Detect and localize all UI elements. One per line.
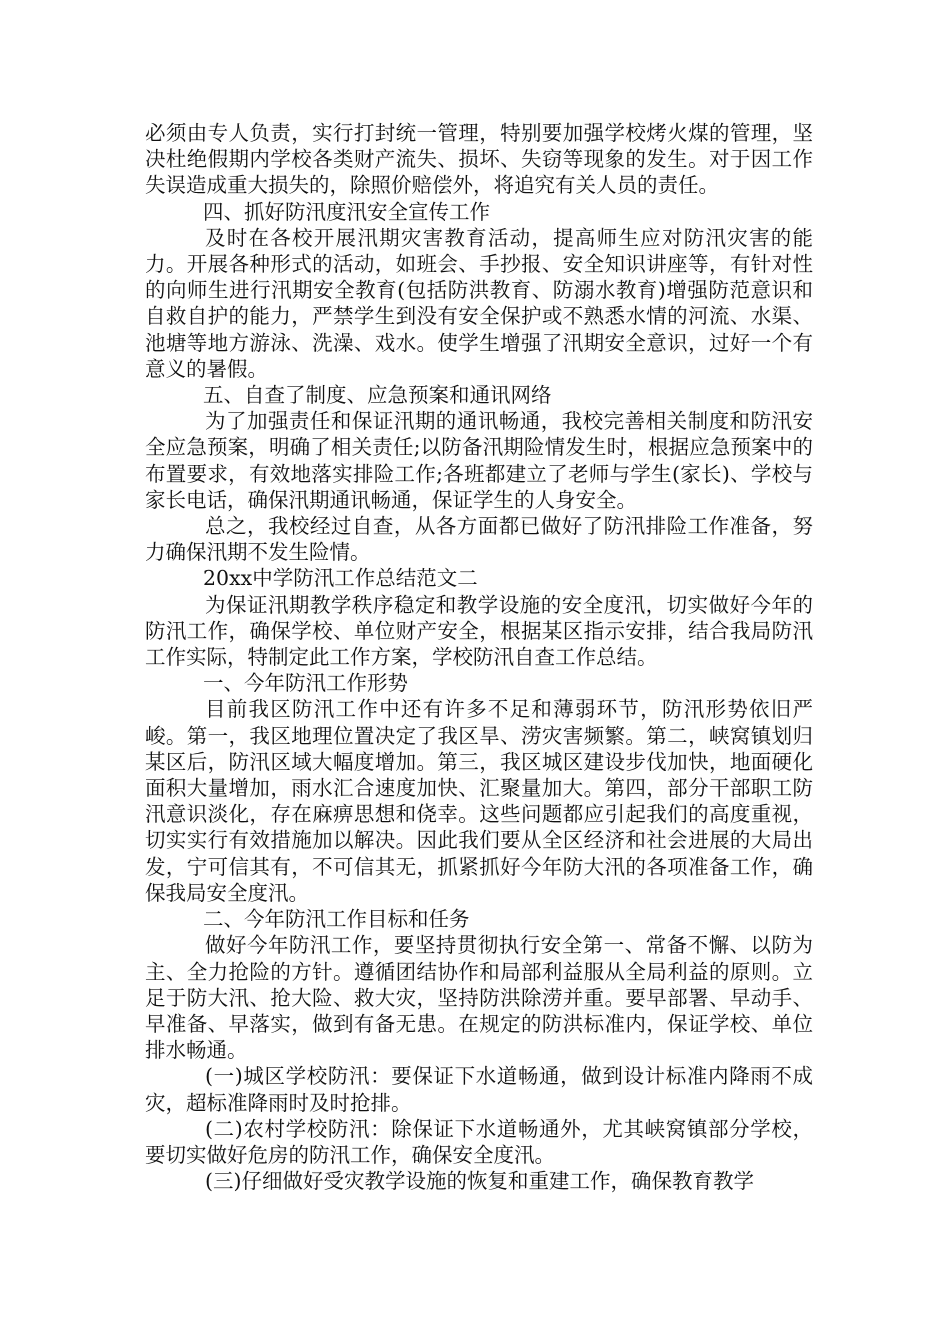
section-heading-2: 二、今年防汛工作目标和任务 <box>203 907 470 932</box>
paragraph-rural-schools: (二)农村学校防汛：除保证下水道畅通外，尤其峡窝镇部分学校，要切实做好危房的防汛工作，确保安全度汛。 <box>145 1116 813 1167</box>
paragraph-urban-schools: (一)城区学校防汛：要保证下水道畅通，做到设计标准内降雨不成灾，超标准降雨时及时抢排。 <box>145 1064 813 1115</box>
paragraph-situation: 目前我区防汛工作中还有许多不足和薄弱环节，防汛形势依旧严峻。第一，我区地理位置决定了我区旱、涝灾害频繁。第二，峡窝镇划归某区后，防汛区域大幅度增加。第三，我区城区建设步伐加快，地面硬化面积大量增加，雨水汇合速度加快、汇聚量加大。第四，部分干部职工防汛意识淡化，存在麻痹思想和侥幸。这些问题都应引起我们的高度重视，切实实行有效措施加以解决。因此我们要从全区经济和社会进展的大局出发，宁可信其有，不可信其无，抓紧抓好今年防大汛的各项准备工作，确保我局安全度汛。 <box>145 697 813 905</box>
section-heading-4: 四、抓好防汛度汛安全宣传工作 <box>203 199 490 224</box>
section-heading-5: 五、自查了制度、应急预案和通讯网络 <box>203 383 552 408</box>
document-subtitle: 20xx中学防汛工作总结范文二 <box>203 566 478 591</box>
paragraph-publicity: 及时在各校开展汛期灾害教育活动，提高师生应对防汛灾害的能力。开展各种形式的活动，如班会、手抄报、安全知识讲座等，有针对性的向师生进行汛期安全教育(包括防洪教育、防溺水教育)增强防范意识和自救自护的能力，严禁学生到没有安全保护或不熟悉水情的河流、水渠、池塘等地方游泳、洗澡、戏水。使学生增强了汛期安全意识，过好一个有意义的暑假。 <box>145 225 813 381</box>
paragraph-communication: 为了加强责任和保证汛期的通讯畅通，我校完善相关制度和防汛安全应急预案，明确了相关责任;以防备汛期险情发生时，根据应急预案中的布置要求，有效地落实排险工作;各班都建立了老师与学生(家长)、学校与家长电话，确保汛期通讯畅通，保证学生的人身安全。 <box>145 409 813 512</box>
paragraph-goals: 做好今年防汛工作，要坚持贯彻执行安全第一、常备不懈、以防为主、全力抢险的方针。遵循团结协作和局部利益服从全局利益的原则。立足于防大汛、抢大险、救大灾，坚持防洪除涝并重。要早部署、早动手、早准备、早落实，做到有备无患。在规定的防洪标准内，保证学校、单位排水畅通。 <box>145 933 813 1063</box>
paragraph-continued: 必须由专人负责，实行打封统一管理，特别要加强学校烤火煤的管理，坚决杜绝假期内学校各类财产流失、损坏、失窃等现象的发生。对于因工作失误造成重大损失的，除照价赔偿外，将追究有关人员的责任。 <box>145 121 813 198</box>
paragraph-intro: 为保证汛期教学秩序稳定和教学设施的安全度汛，切实做好今年的防汛工作，确保学校、单位财产安全，根据某区指示安排，结合我局防汛工作实际，特制定此工作方案，学校防汛自查工作总结。 <box>145 592 813 670</box>
paragraph-summary: 总之，我校经过自查，从各方面都已做好了防汛排险工作准备，努力确保汛期不发生险情。 <box>145 514 813 565</box>
section-heading-1: 一、今年防汛工作形势 <box>203 671 408 696</box>
paragraph-rebuild: (三)仔细做好受灾教学设施的恢复和重建工作，确保教育教学 <box>205 1169 754 1194</box>
document-body <box>145 120 813 1194</box>
